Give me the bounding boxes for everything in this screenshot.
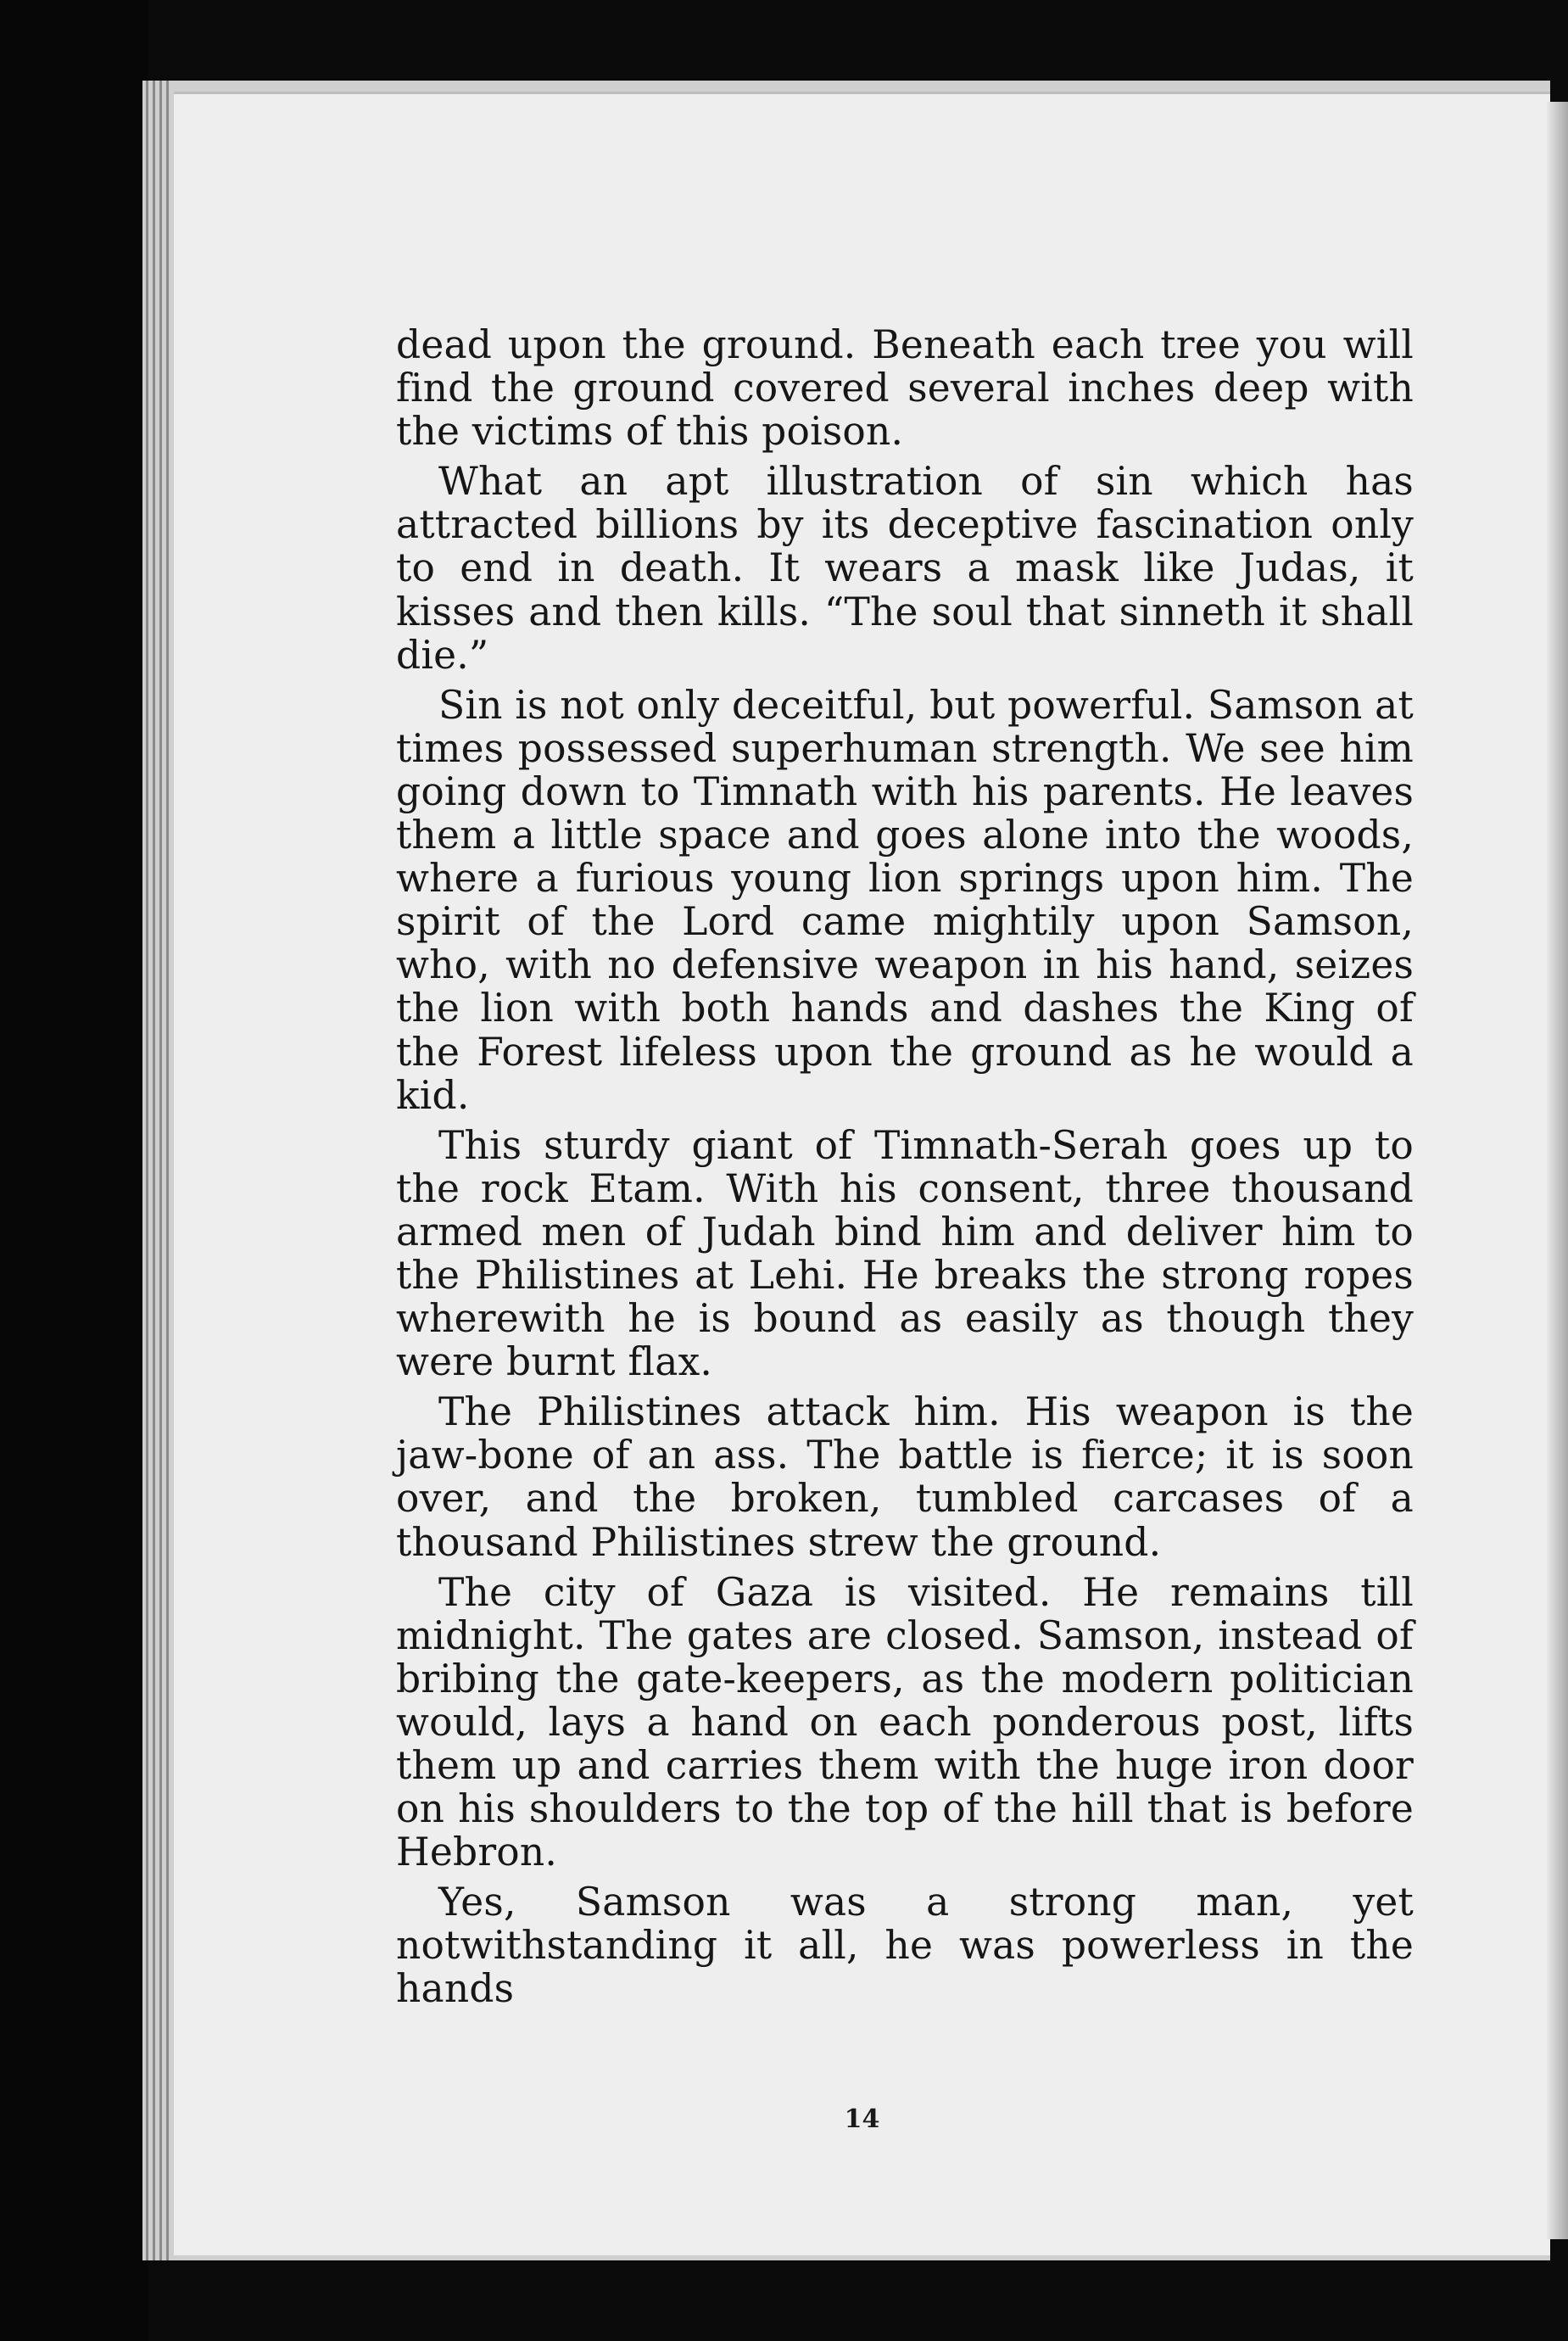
page-number: 14 (844, 2104, 880, 2134)
paragraph: Sin is not only deceitful, but powerful. Samson at times possessed superhuman strength. We see him going down to Timnath with his parents. He leaves them a little space and goes alone into the woods, where a furious young lion springs upon him. The spirit of the Lord came mightily upon Samson, who, with no defensive weapon in his hand, seizes the lion with both hands and dashes the King of the Forest lifeless upon the ground as he would a kid. (396, 682, 1414, 1118)
paragraph: The Philistines attack him. His weapon is the jaw-bone of an ass. The battle is fierce; it is soon over, and the broken, tumbled carcases of a thousand Philistines strew the ground. (396, 1389, 1414, 1565)
page-leaf-edge (166, 81, 169, 2260)
paragraph: dead upon the ground. Beneath each tree you will find the ground covered several inches deep with the victims of this poison. (396, 322, 1414, 455)
paragraph: What an apt illustration of sin which has attracted billions by its deceptive fascination only to end in death. It wears a mask like Judas, it kisses and then kills. “The soul that sinneth it shall die.” (396, 459, 1414, 678)
paragraph: The city of Gaza is visited. He remains till midnight. The gates are closed. Samson, instead of bribing the gate-keepers, as the modern politician would, lays a hand on each ponderous post, lifts them up and carries them with the huge iron door on his shoulders to the top of the hill that is before Hebron. (396, 1569, 1414, 1875)
body-text (396, 323, 1414, 2011)
scan-background (0, 0, 148, 2341)
book-page (174, 92, 1550, 2255)
page-leaf-edge (153, 81, 155, 2260)
paragraph: This sturdy giant of Timnath-Serah goes up to the rock Etam. With his consent, three thousand armed men of Judah bind him and deliver him to the Philistines at Lehi. He breaks the strong ropes wherewith he is bound as easily as though they were burnt flax. (396, 1122, 1414, 1385)
page-leaf-edge (159, 81, 162, 2260)
page-leaf-edge (146, 81, 148, 2260)
page-gutter-shadow (1547, 102, 1568, 2239)
paragraph: Yes, Samson was a strong man, yet notwithstanding it all, he was powerless in the hands (396, 1880, 1414, 2012)
